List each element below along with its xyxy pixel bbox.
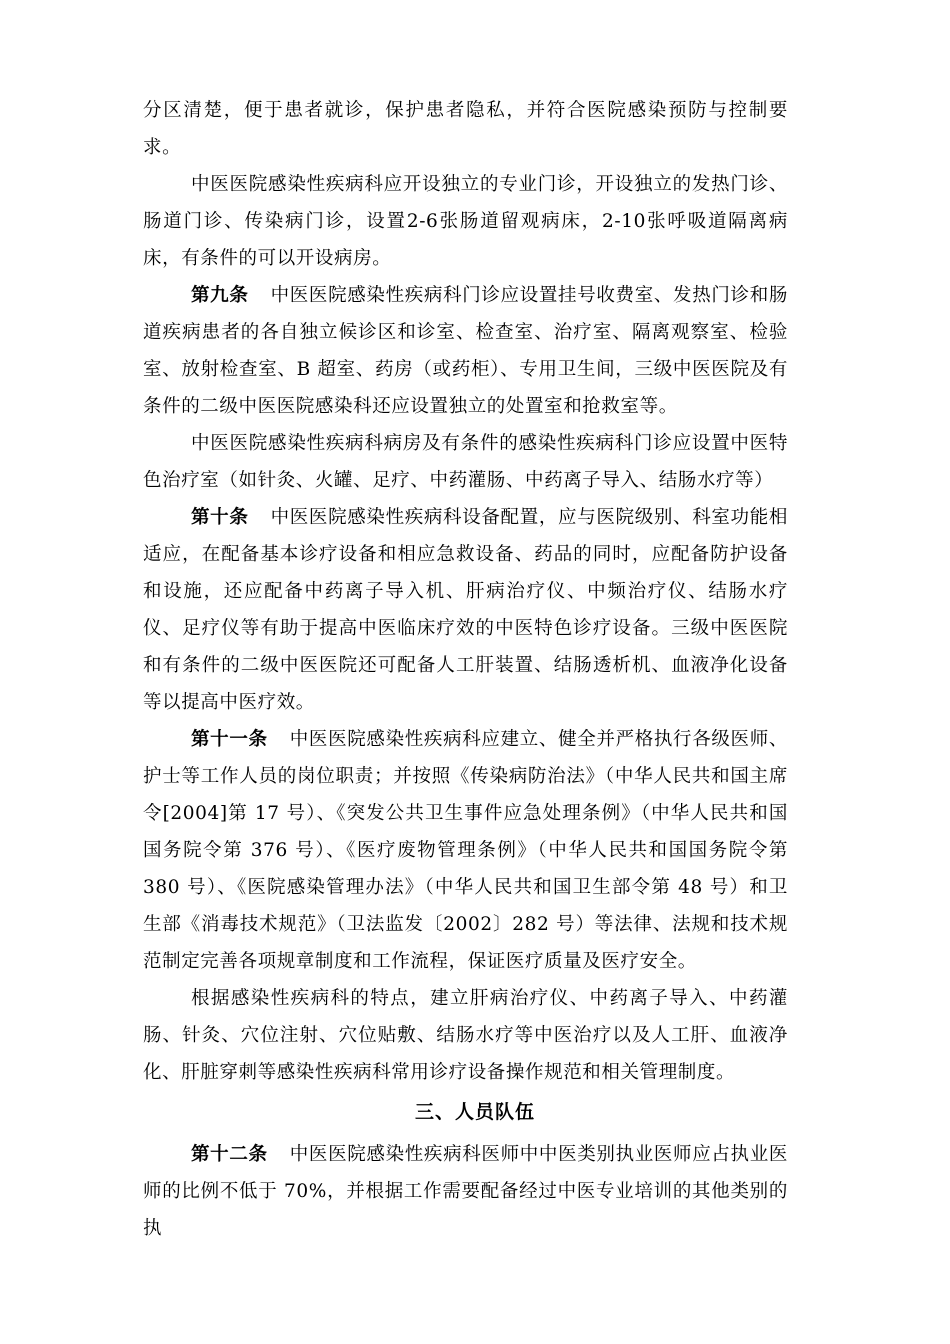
paragraph-outpatient-setup: 中医医院感染性疾病科应开设独立的专业门诊，开设独立的发热门诊、肠道门诊、传染病门诊，设置2-6张肠道留观病床，2-10张呼吸道隔离病床，有条件的可以开设病房。: [143, 174, 788, 269]
article-12: [143, 1136, 788, 1247]
paragraph-operating-standards: 根据感染性疾病科的特点，建立肝病治疗仪、中药离子导入、中药灌肠、针灸、穴位注射、穴位贴敷、结肠水疗等中医治疗以及人工肝、血液净化、肝脏穿刺等感染性疾病科常用诊疗设备操作规范和相关管理制度。: [143, 988, 788, 1083]
article-11: [143, 721, 788, 980]
article-9: [143, 277, 788, 425]
article-11-text: 中医医院感染性疾病科应建立、健全并严格执行各级医师、护士等工作人员的岗位职责；并按照《传染病防治法》（中华人民共和国主席令[2004]第 17 号）、《突发公共卫生事件应急处理条例》（中华人民共和国国务院令第 376 号）、《医疗废物管理条例》（中华人民共和国国务院令第 380 号）、《医院感染管理办法》（中华人民共和国卫生部令第 48 号）和卫生部《消毒技术规范》（卫法监发〔2002〕282 号）等法律、法规和技术规范制定完善各项规章制度和工作流程，保证医疗质量及医疗安全。: [143, 729, 788, 972]
article-9-text: 中医医院感染性疾病科门诊应设置挂号收费室、发热门诊和肠道疾病患者的各自独立候诊区和诊室、检查室、治疗室、隔离观察室、检验室、放射检查室、B 超室、药房（或药柜）、专用卫生间，三级中医医院及有条件的二级中医医院感染科还应设置独立的处置室和抢救室等。: [143, 285, 788, 417]
article-10-text: 中医医院感染性疾病科设备配置，应与医院级别、科室功能相适应，在配备基本诊疗设备和相应急救设备、药品的同时，应配备防护设备和设施，还应配备中药离子导入机、肝病治疗仪、中频治疗仪、结肠水疗仪、足疗仪等有助于提高中医临床疗效的中医特色诊疗设备。三级中医医院和有条件的二级中医医院还可配备人工肝装置、结肠透析机、血液净化设备等以提高中医疗效。: [143, 507, 788, 713]
article-11-label: 第十一条: [191, 729, 268, 750]
article-12-label: 第十二条: [191, 1144, 268, 1165]
body-text-top: [143, 92, 788, 1091]
body-text-bottom: [143, 1136, 788, 1247]
paragraph-continuation: 分区清楚，便于患者就诊，保护患者隐私，并符合医院感染预防与控制要求。: [143, 100, 788, 158]
section-title: 三、人员队伍: [414, 1101, 535, 1123]
article-10-label: 第十条: [191, 507, 249, 528]
article-9-label: 第九条: [191, 285, 249, 306]
article-12-text: 中医医院感染性疾病科医师中中医类别执业医师应占执业医师的比例不低于 70%，并根据工作需要配备经过中医专业培训的其他类别的执: [143, 1144, 788, 1239]
article-10: [143, 499, 788, 721]
paragraph-tcm-treatment-room: 中医医院感染性疾病科病房及有条件的感染性疾病科门诊应设置中医特色治疗室（如针灸、火罐、足疗、中药灌肠、中药离子导入、结肠水疗等）: [143, 433, 788, 491]
